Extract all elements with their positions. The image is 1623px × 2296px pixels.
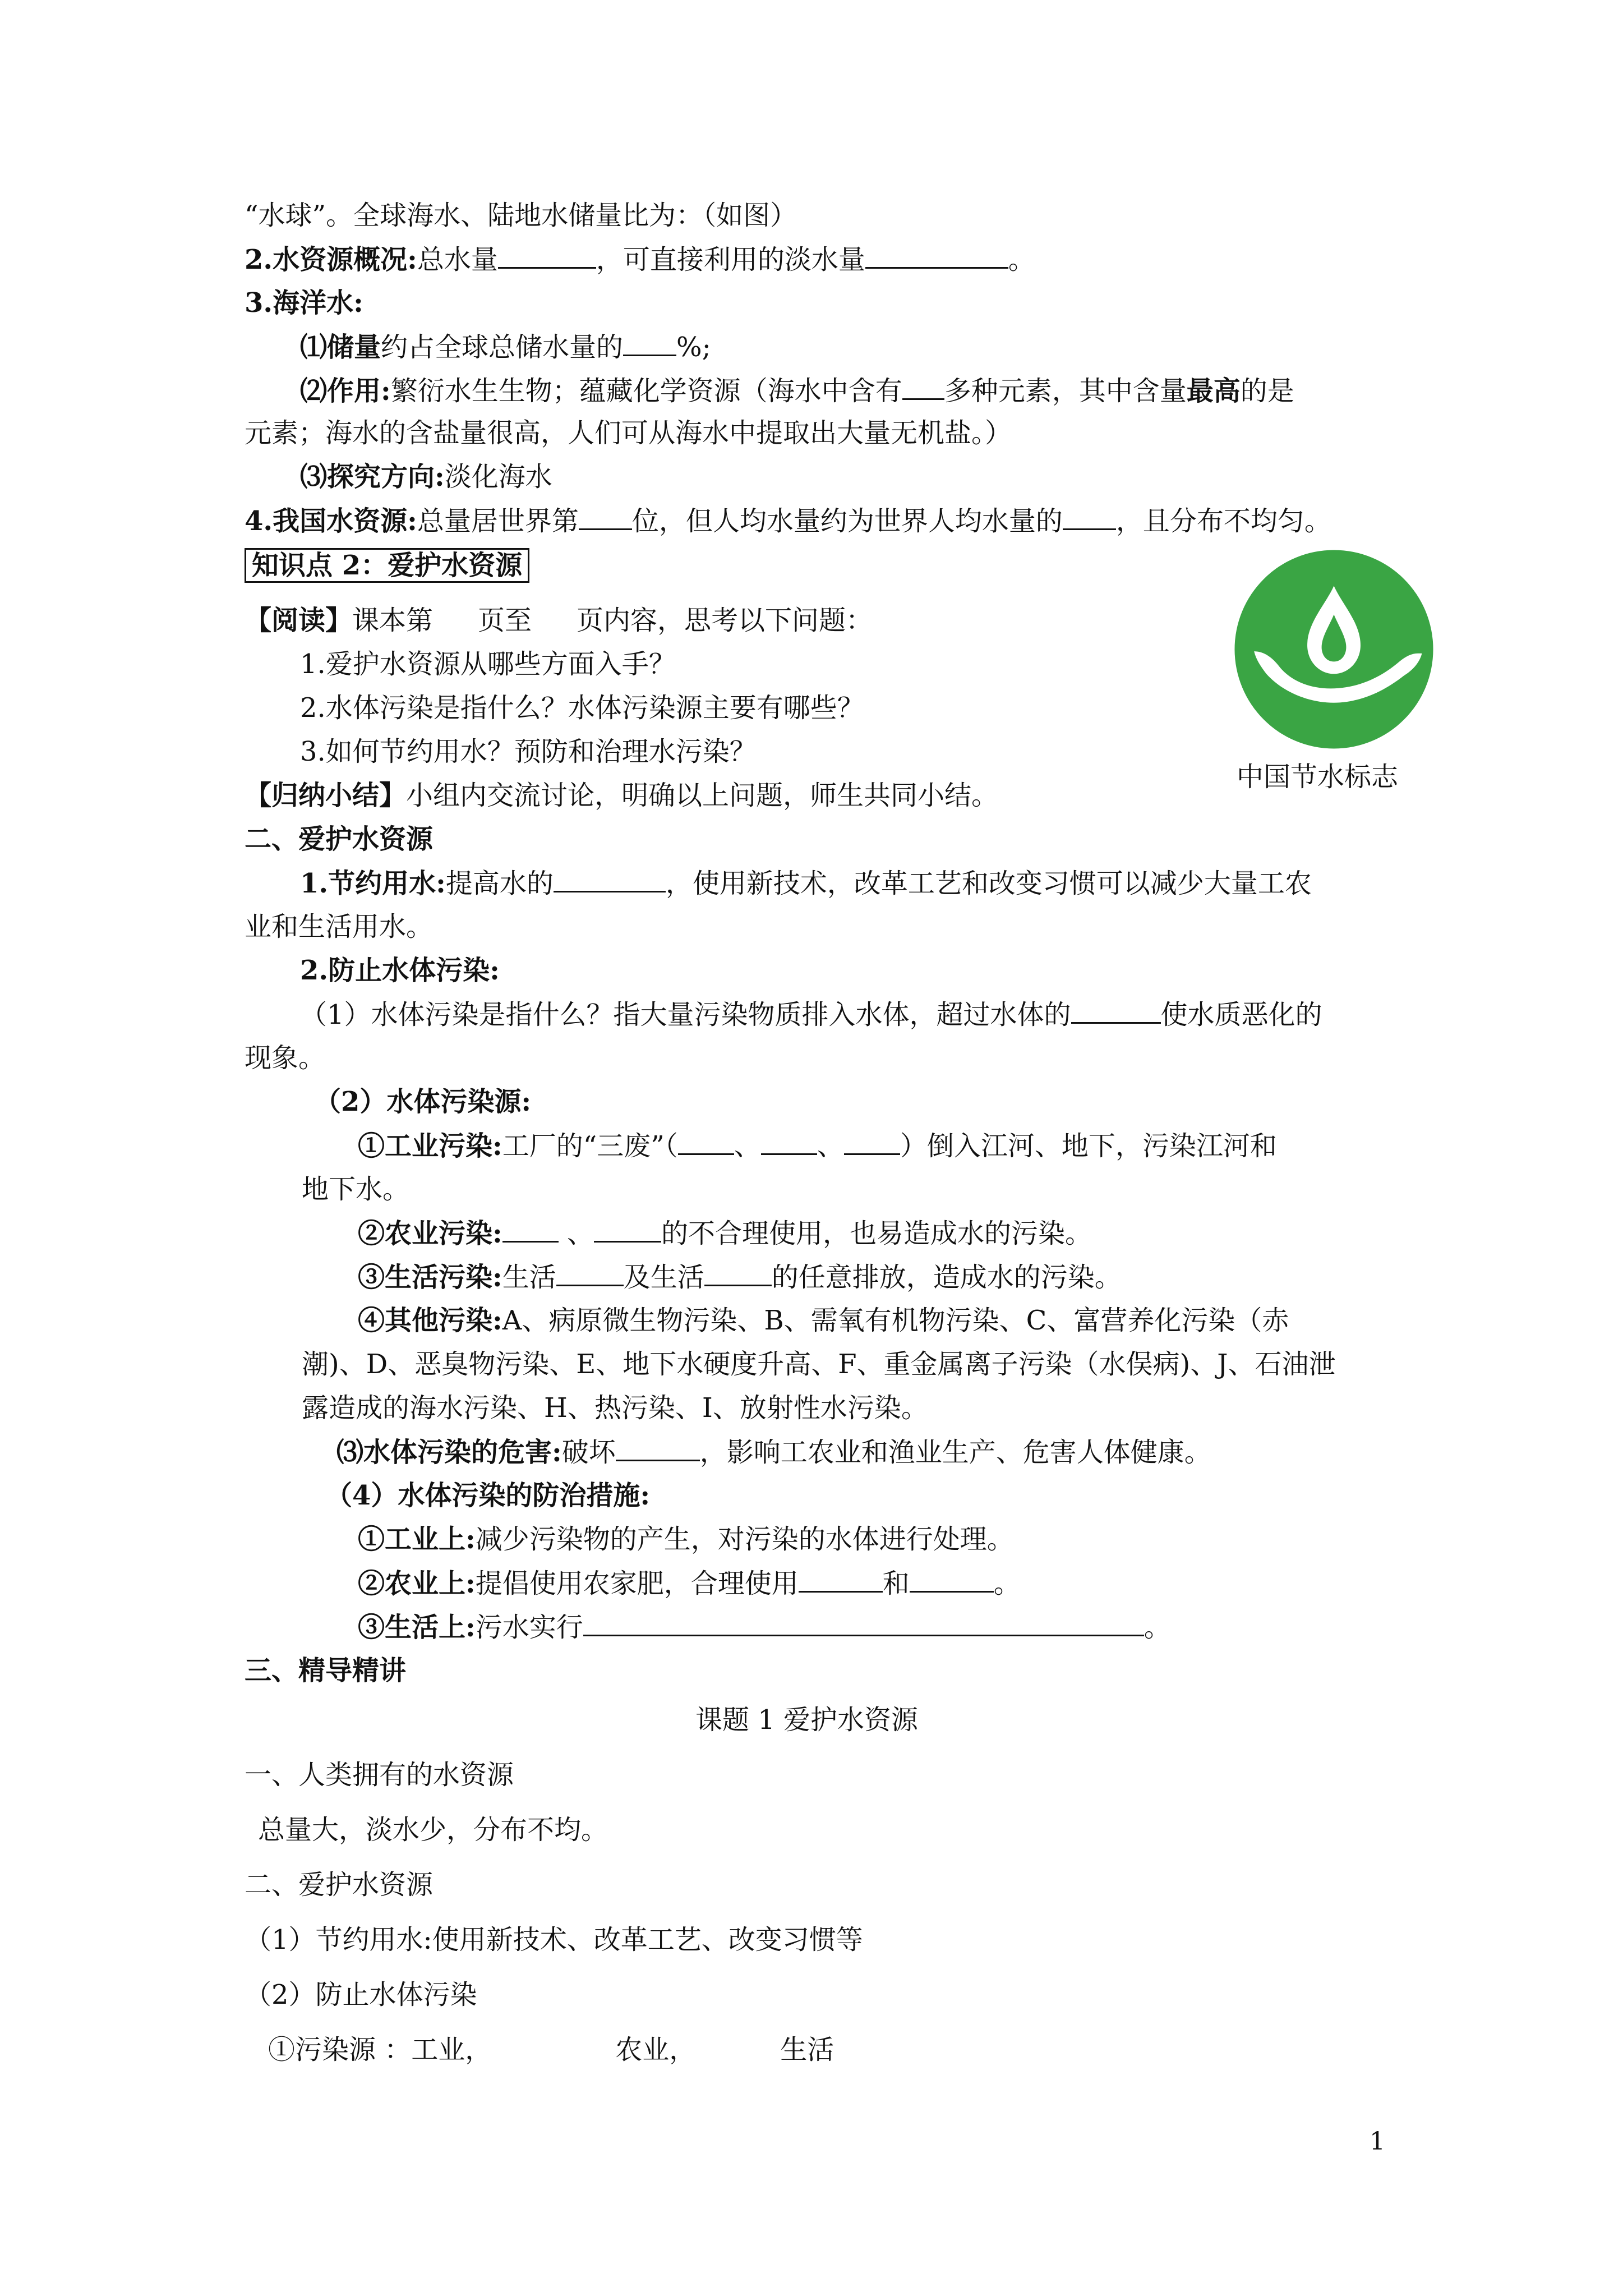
source-industry: 工业， xyxy=(411,2034,492,2065)
domestic-prevention-text-a: 污水实行 xyxy=(475,1612,583,1643)
ocean-function-text-a: 繁衍水生生物；蕴藏化学资源（海水中含有 xyxy=(390,375,902,407)
domestic-pollution-label: ③生活污染: xyxy=(358,1262,502,1293)
question-2 xyxy=(300,690,864,726)
pollution-harm-text-a: 破坏 xyxy=(561,1437,616,1468)
domestic-prevention-label: ③生活上: xyxy=(358,1612,476,1643)
resource-overview-text-c: 。 xyxy=(1008,244,1035,275)
question-2-text: 2.水体污染是指什么？水体污染源主要有哪些？ xyxy=(300,692,864,724)
reading-line xyxy=(245,602,873,638)
ocean-water-heading: 3.海洋水: xyxy=(245,287,363,319)
domestic-pollution-text-c: 的任意排放，造成水的污染。 xyxy=(771,1262,1122,1293)
save-water-summary xyxy=(245,1922,863,1958)
per-capita-blank[interactable] xyxy=(1063,503,1116,530)
question-1-text: 1.爱护水资源从哪些方面入手？ xyxy=(300,648,676,680)
human-water-heading xyxy=(245,1757,514,1793)
reading-text-b: 页至 xyxy=(478,605,532,636)
pesticide-blank[interactable] xyxy=(502,1215,559,1243)
resource-overview-label: 2.水资源概况: xyxy=(245,244,417,275)
domestic-pollution-line xyxy=(358,1259,1122,1295)
save-water-label: 1.节约用水: xyxy=(300,868,446,899)
human-water-heading-text: 一、人类拥有的水资源 xyxy=(245,1759,514,1791)
industrial-sep-2: 、 xyxy=(817,1130,844,1162)
pollution-definition-text-b: 使水质恶化的 xyxy=(1160,999,1322,1030)
pollution-harm-line xyxy=(336,1434,1211,1470)
lesson-title xyxy=(695,1702,918,1738)
pollution-definition-line xyxy=(300,996,1322,1032)
prevent-pollution-summary-text: （2）防止水体污染 xyxy=(245,1979,477,2010)
domestic-pollution-text-b: 及生活 xyxy=(623,1262,704,1293)
other-pollution-cont-text-2: 露造成的海水污染、H、热污染、I、放射性水污染。 xyxy=(302,1392,928,1424)
ocean-function-line xyxy=(300,372,1294,408)
industry-prevention-label: ①工业上: xyxy=(358,1524,476,1555)
ocean-reserve-label: ⑴储量 xyxy=(300,332,381,363)
china-water-text-b: 位，但人均水量约为世界人均水量的 xyxy=(631,505,1063,537)
save-water-text-a: 提高水的 xyxy=(445,868,554,899)
industrial-pollution-text-b: ）倒入江河、地下，污染江河和 xyxy=(900,1130,1277,1162)
water-saving-logo-icon xyxy=(1232,547,1436,752)
resource-overview-line xyxy=(245,241,1035,277)
ocean-water-heading-line xyxy=(245,285,363,321)
industrial-pollution-line xyxy=(358,1128,1277,1163)
industry-prevention-text: 减少污染物的产生，对污染的水体进行处理。 xyxy=(475,1524,1014,1555)
question-1 xyxy=(300,646,676,682)
pollution-source-summary-line xyxy=(268,2032,834,2068)
pollution-sources-heading-line xyxy=(314,1084,531,1120)
agricultural-sep: 、 xyxy=(558,1218,594,1249)
save-water-cont-text: 业和生活用水。 xyxy=(245,911,434,942)
water-efficiency-blank[interactable] xyxy=(554,865,666,892)
ocean-function-cont-text: 元素；海水的含盐量很高，人们可从海水中提取出大量无机盐。） xyxy=(245,417,1012,449)
other-pollution-text: A、病原微生物污染、B、需氧有机物污染、C、富营养化污染（赤 xyxy=(502,1305,1289,1336)
world-rank-blank[interactable] xyxy=(579,503,632,530)
agriculture-prevention-text-a: 提倡使用农家肥，合理使用 xyxy=(475,1568,799,1599)
ocean-function-highest: 最高 xyxy=(1186,375,1241,407)
reading-label: 【阅读】 xyxy=(245,605,353,636)
ecosystem-blank[interactable] xyxy=(616,1434,700,1461)
ocean-research-text: 淡化海水 xyxy=(444,461,552,493)
pollution-definition-text-a: （1）水体污染是指什么？指大量污染物质排入水体，超过水体的 xyxy=(300,999,1071,1030)
human-water-summary xyxy=(258,1812,608,1848)
other-pollution-cont-text-1: 潮)、D、恶臭物污染、E、地下水硬度升高、F、重金属离子污染（水俣病)、J、石油泄 xyxy=(302,1349,1336,1380)
total-water-blank[interactable] xyxy=(498,241,596,269)
prevent-pollution-summary xyxy=(245,1977,477,2013)
china-water-label: 4.我国水资源: xyxy=(245,505,417,537)
china-water-text-a: 总量居世界第 xyxy=(417,505,579,537)
intro-line xyxy=(245,197,797,233)
guided-lecture-heading-line xyxy=(245,1653,406,1688)
domestic-sewage-blank[interactable] xyxy=(556,1259,624,1286)
other-pollution-label: ④其他污染: xyxy=(358,1305,502,1336)
pollution-sources-heading: （2）水体污染源: xyxy=(314,1086,532,1117)
agriculture-prevention-label: ②农业上: xyxy=(358,1568,476,1599)
industrial-pollution-label: ①工业污染: xyxy=(358,1130,502,1162)
domestic-garbage-blank[interactable] xyxy=(704,1259,772,1286)
ocean-research-line xyxy=(300,459,552,495)
resource-overview-text-b: ，可直接利用的淡水量 xyxy=(596,244,865,275)
fertilizer-blank[interactable] xyxy=(594,1215,661,1243)
other-pollution-continued-2 xyxy=(302,1390,928,1426)
industrial-sep-1: 、 xyxy=(734,1130,761,1162)
question-3 xyxy=(300,734,757,770)
chemical-pesticide-blank[interactable] xyxy=(910,1565,994,1593)
human-water-summary-text: 总量大，淡水少，分布不均。 xyxy=(258,1814,608,1846)
source-agriculture: 农业， xyxy=(615,2034,697,2065)
other-pollution-continued-1 xyxy=(302,1346,1336,1382)
summary-text: 小组内交流讨论，明确以上问题，师生共同小结。 xyxy=(406,780,999,811)
save-water-text-b: ，使用新技术，改革工艺和改变习惯可以减少大量工农 xyxy=(665,868,1312,899)
agricultural-pollution-text: 的不合理使用，也易造成水的污染。 xyxy=(661,1218,1092,1249)
industrial-pollution-cont-text: 地下水。 xyxy=(302,1174,410,1205)
fresh-water-blank[interactable] xyxy=(865,241,1008,269)
waste-gas-blank[interactable] xyxy=(678,1128,734,1155)
centralized-treatment-blank[interactable] xyxy=(583,1609,1144,1636)
knowledge-point-2-line xyxy=(245,547,529,583)
ocean-reserve-text-b: %; xyxy=(676,332,711,363)
intro-text: “水球”。全球海水、陆地水储量比为：（如图） xyxy=(245,200,797,231)
domestic-pollution-text-a: 生活 xyxy=(502,1262,556,1293)
reading-text-c: 页内容，思考以下问题： xyxy=(577,605,873,636)
summary-label: 【归纳小结】 xyxy=(245,780,407,811)
question-3-text: 3.如何节约用水？预防和治理水污染？ xyxy=(300,736,757,767)
pollution-harm-label: ⑶水体污染的危害: xyxy=(336,1437,562,1468)
pollution-definition-continued xyxy=(245,1040,325,1076)
reading-text-a: 课本第 xyxy=(352,605,434,636)
other-pollution-line xyxy=(358,1303,1289,1338)
prevent-pollution-heading-line xyxy=(300,953,500,988)
source-domestic: 生活 xyxy=(780,2034,834,2065)
agriculture-prevention-text-b: 和 xyxy=(882,1568,910,1599)
element-count-blank[interactable] xyxy=(902,372,944,400)
prevention-heading-line xyxy=(325,1478,650,1513)
page-number: 1 xyxy=(1370,2127,1385,2156)
agriculture-prevention-line xyxy=(358,1565,1021,1601)
ocean-function-text-b: 多种元素，其中含量 xyxy=(944,375,1187,407)
resource-overview-text-a: 总水量 xyxy=(417,244,498,275)
protect-water-summary-heading xyxy=(245,1867,433,1903)
ocean-research-label: ⑶探究方向: xyxy=(300,461,445,493)
prevent-pollution-heading: 2.防止水体污染: xyxy=(300,955,500,986)
logo-caption: 中国节水标志 xyxy=(1237,761,1399,793)
agriculture-prevention-text-c: 。 xyxy=(993,1568,1021,1599)
ocean-reserve-line xyxy=(300,329,711,365)
waste-water-blank[interactable] xyxy=(761,1128,817,1155)
industry-prevention-line xyxy=(358,1521,1014,1557)
save-water-continued xyxy=(245,909,433,945)
industrial-pollution-text-a: 工厂的“三废”（ xyxy=(502,1130,678,1162)
domestic-prevention-line xyxy=(358,1609,1171,1645)
prevention-heading: （4）水体污染的防治措施: xyxy=(325,1480,651,1511)
ocean-reserve-text-a: 约占全球总储水量的 xyxy=(381,332,624,363)
protect-water-summary-heading-text: 二、爱护水资源 xyxy=(245,1869,434,1901)
lesson-title-text: 课题 1 爱护水资源 xyxy=(695,1704,919,1736)
pollution-source-summary-label: ①污染源 ： xyxy=(268,2034,412,2065)
protect-water-heading-line xyxy=(245,821,433,857)
agricultural-pollution-line xyxy=(358,1215,1092,1251)
industrial-pollution-continued xyxy=(302,1171,409,1207)
save-water-summary-text: （1）节约用水:使用新技术、改革工艺、改变习惯等 xyxy=(245,1924,863,1955)
agricultural-pollution-label: ②农业污染: xyxy=(358,1218,502,1249)
china-water-text-c: ，且分布不均匀。 xyxy=(1115,505,1331,537)
pollution-definition-cont-text: 现象。 xyxy=(245,1042,326,1074)
guided-lecture-heading: 三、精导精讲 xyxy=(245,1655,407,1686)
china-water-line xyxy=(245,503,1331,539)
ocean-function-continued xyxy=(245,415,1012,451)
protect-water-heading: 二、爱护水资源 xyxy=(245,823,434,855)
save-water-line xyxy=(300,865,1312,901)
waste-residue-blank[interactable] xyxy=(844,1128,900,1155)
pollution-harm-text-b: ，影响工农业和渔业生产、危害人体健康。 xyxy=(699,1437,1211,1468)
domestic-prevention-text-b: 。 xyxy=(1144,1612,1171,1643)
ocean-function-label: ⑵作用: xyxy=(300,375,391,407)
summary-line xyxy=(245,777,998,813)
chemical-fertilizer-blank[interactable] xyxy=(799,1565,883,1593)
knowledge-point-2-heading: 知识点 2：爱护水资源 xyxy=(245,548,529,583)
ocean-function-text-c: 的是 xyxy=(1240,375,1294,407)
self-purification-blank[interactable] xyxy=(1071,996,1161,1024)
reserve-percent-blank[interactable] xyxy=(623,329,676,356)
